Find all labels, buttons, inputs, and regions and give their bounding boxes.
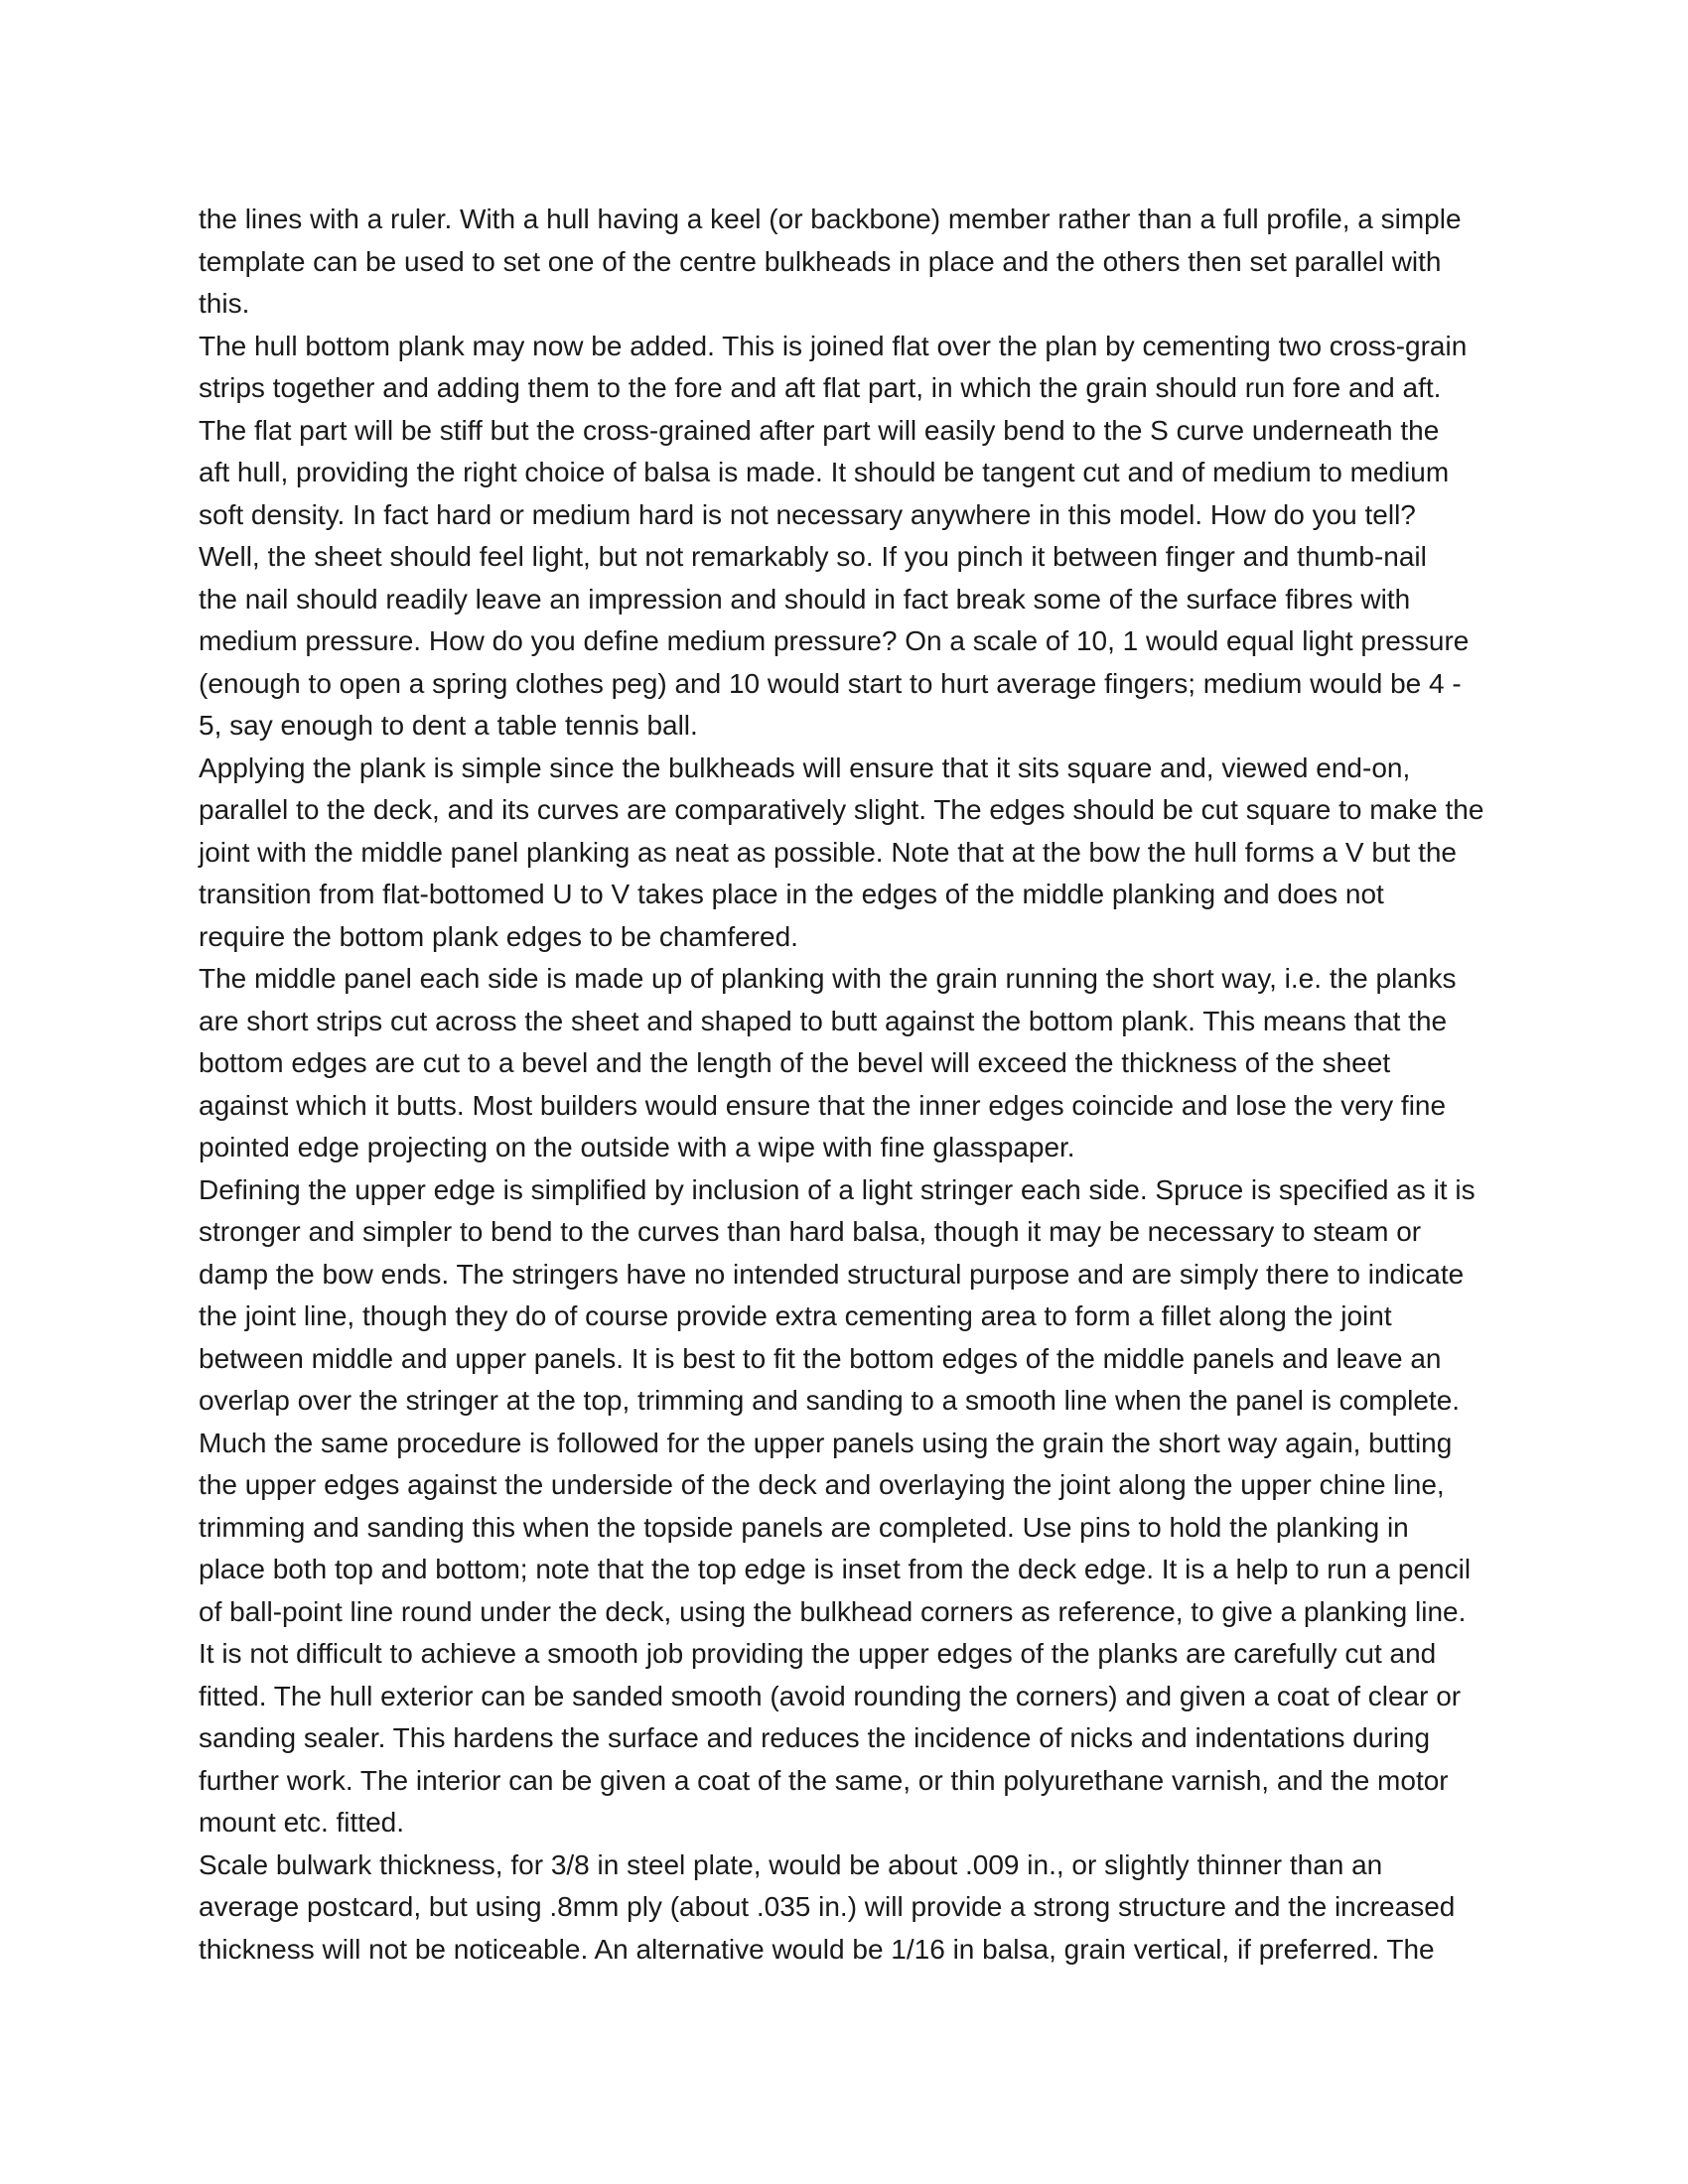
text-line: 5, say enough to dent a table tennis ball. xyxy=(199,710,698,741)
text-line: this. xyxy=(199,288,250,319)
text-line: the lines with a ruler. With a hull having a keel (or backbone) member rather than a full profile, a simple xyxy=(199,204,1462,234)
text-line: require the bottom plank edges to be chamfered. xyxy=(199,920,798,952)
text-line: Applying the plank is simple since the bulkheads will ensure that it sits square and, viewed end-on, xyxy=(199,751,1411,783)
text-line: template can be used to set one of the centre bulkheads in place and the others then set parallel with xyxy=(199,245,1442,277)
paragraph xyxy=(199,748,1489,959)
text-line: aft hull, providing the right choice of balsa is made. It should be tangent cut and of medium to medium xyxy=(199,457,1450,487)
text-line: between middle and upper panels. It is best to fit the bottom edges of the middle panels and leave an xyxy=(199,1342,1442,1374)
paragraph xyxy=(199,958,1489,1169)
text-line: parallel to the deck, and its curves are comparatively slight. The edges should be cut square to make the xyxy=(199,794,1484,825)
text-line: pointed edge projecting on the outside with a wipe with fine glasspaper. xyxy=(199,1132,1075,1162)
text-line: against which it butts. Most builders would ensure that the inner edges coincide and lose the very fine xyxy=(199,1089,1447,1121)
text-line: transition from flat-bottomed U to V takes place in the edges of the middle planking and does not xyxy=(199,879,1384,909)
text-line: fitted. The hull exterior can be sanded smooth (avoid rounding the corners) and given a coat of clear or xyxy=(199,1680,1462,1711)
paragraph xyxy=(199,199,1489,326)
text-line: soft density. In fact hard or medium hard is not necessary anywhere in this model. How do you tell? xyxy=(199,498,1416,530)
text-line: (enough to open a spring clothes peg) and 10 would start to hurt average fingers; medium would be 4 - xyxy=(199,667,1462,699)
paragraph xyxy=(199,1169,1489,1423)
text-line: strips together and adding them to the fore and aft flat part, in which the grain should run fore and aft. xyxy=(199,372,1442,403)
text-line: average postcard, but using .8mm ply (about .035 in.) will provide a strong structure and the increased xyxy=(199,1891,1456,1922)
text-line: sanding sealer. This hardens the surface and reduces the incidence of nicks and indentations during xyxy=(199,1722,1431,1753)
text-line: It is not difficult to achieve a smooth job providing the upper edges of the planks are carefully cut and xyxy=(199,1638,1437,1669)
text-line: the joint line, though they do of course provide extra cementing area to form a fillet along the joint xyxy=(199,1300,1392,1331)
text-line: damp the bow ends. The stringers have no intended structural purpose and are simply there to indicate xyxy=(199,1258,1465,1290)
text-line: Well, the sheet should feel light, but not remarkably so. If you pinch it between finger and thumb-nail xyxy=(199,541,1427,572)
text-line: Much the same procedure is followed for the upper panels using the grain the short way again, butting xyxy=(199,1427,1453,1458)
text-line: stronger and simpler to bend to the curves than hard balsa, though it may be necessary to steam or xyxy=(199,1216,1422,1247)
text-line: joint with the middle panel planking as neat as possible. Note that at the bow the hull forms a V but the xyxy=(199,836,1457,868)
text-line: The flat part will be stiff but the cross-grained after part will easily bend to the S curve underneath the xyxy=(199,414,1440,446)
paragraph xyxy=(199,1423,1489,1844)
text-line: the nail should readily leave an impression and should in fact break some of the surface fibres with xyxy=(199,583,1411,614)
text-line: Defining the upper edge is simplified by inclusion of a light stringer each side. Spruce is specified as it is xyxy=(199,1173,1476,1205)
text-line: place both top and bottom; note that the top edge is inset from the deck edge. It is a help to run a pencil xyxy=(199,1554,1472,1584)
text-line: The hull bottom plank may now be added. This is joined flat over the plan by cementing two cross-grain xyxy=(199,330,1468,361)
body-text xyxy=(199,199,1489,1971)
text-line: trimming and sanding this when the topside panels are completed. Use pins to hold the planking in xyxy=(199,1511,1409,1543)
paragraph xyxy=(199,326,1489,748)
text-line: Scale bulwark thickness, for 3/8 in steel plate, would be about .009 in., or slightly thinner than an xyxy=(199,1848,1383,1880)
text-line: thickness will not be noticeable. An alternative would be 1/16 in balsa, grain vertical, if preferred. The xyxy=(199,1933,1435,1965)
text-line: of ball-point line round under the deck, using the bulkhead corners as reference, to give a planking line. xyxy=(199,1595,1467,1627)
text-line: The middle panel each side is made up of planking with the grain running the short way, i.e. the planks xyxy=(199,963,1457,994)
text-line: the upper edges against the underside of the deck and overlaying the joint along the upper chine line, xyxy=(199,1469,1445,1500)
text-line: mount etc. fitted. xyxy=(199,1807,404,1838)
text-line: bottom edges are cut to a bevel and the length of the bevel will exceed the thickness of the sheet xyxy=(199,1047,1391,1078)
text-line: are short strips cut across the sheet and shaped to butt against the bottom plank. This means that the xyxy=(199,1005,1448,1036)
text-line: overlap over the stringer at the top, trimming and sanding to a smooth line when the panel is complete. xyxy=(199,1385,1461,1416)
text-line: medium pressure. How do you define medium pressure? On a scale of 10, 1 would equal light pressure xyxy=(199,625,1470,656)
paragraph xyxy=(199,1844,1489,1972)
text-line: further work. The interior can be given a coat of the same, or thin polyurethane varnish, and the motor xyxy=(199,1764,1449,1796)
